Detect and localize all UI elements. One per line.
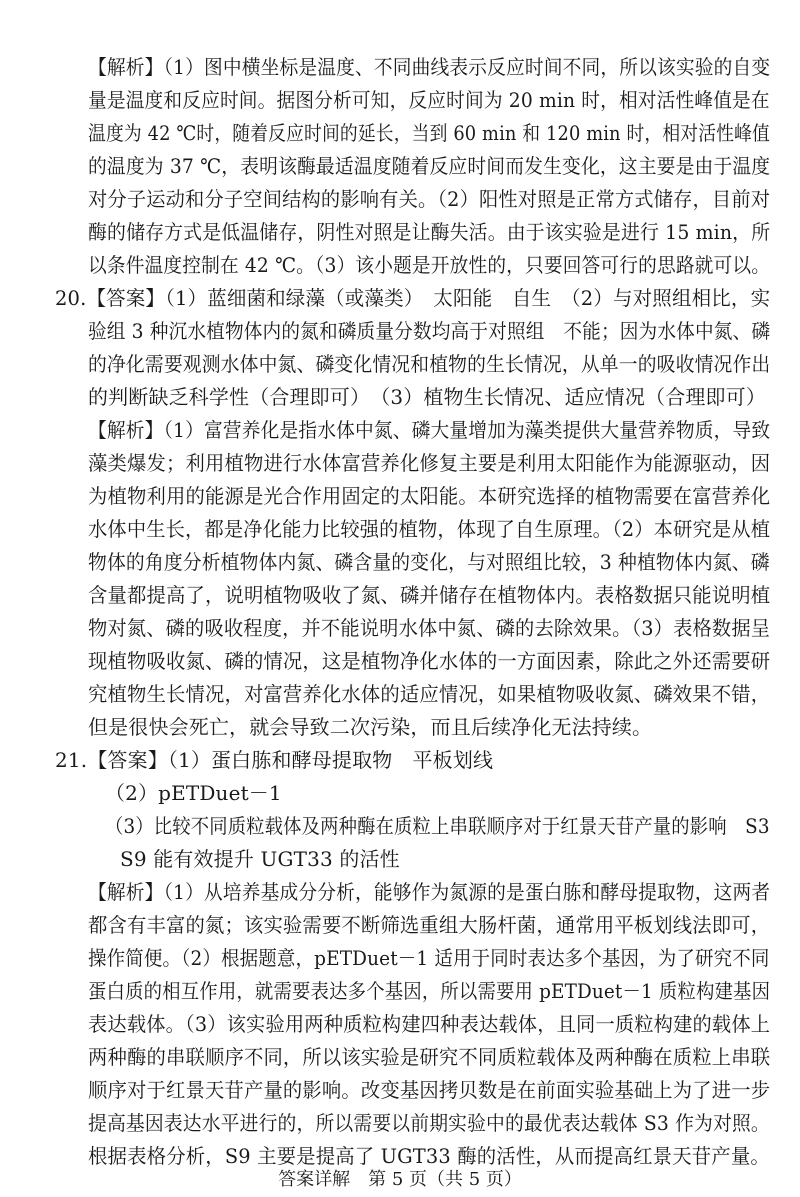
text-line: 酶的储存方式是低温储存，阴性对照是让酶失活。由于该实验是进行 15 min，所 — [88, 220, 771, 244]
text-line: 但是很快会死亡，就会导致二次污染，而且后续净化无法持续。 — [88, 715, 653, 739]
text-line: 顺序对于红景天苷产量的影响。改变基因拷贝数是在前面实验基础上为了进一步 — [88, 1078, 771, 1102]
text-line: 的净化需要观测水体中氮、磷变化情况和植物的生长情况，从单一的吸收情况作出 — [88, 352, 771, 376]
text-line: 水体中生长，都是净化能力比较强的植物，体现了自生原理。（2）本研究是从植 — [88, 517, 771, 541]
text-line: 根据表格分析，S9 主要是提高了 UGT33 酶的活性，从而提高红景天苷产量。 — [88, 1144, 770, 1168]
text-line: 的判断缺乏科学性（合理即可） （3）植物生长情况、适应情况（合理即可） — [88, 385, 766, 409]
text-line: 对分子运动和分子空间结构的影响有关。（2）阳性对照是正常方式储存，目前对 — [88, 187, 771, 211]
question-20-answer-heading: 20.【答案】（1）蓝细菌和绿藻（或藻类） 太阳能 自生 （2）与对照组相比，实 — [55, 286, 771, 310]
text-line: S9 能有效提升 UGT33 的活性 — [120, 847, 400, 871]
text-line: 提高基因表达水平进行的，所以需要以前期实验中的最优表达载体 S3 作为对照。 — [88, 1111, 770, 1135]
text-line: 表达载体。（3）该实验用两种质粒构建四种表达载体，且同一质粒构建的载体上 — [88, 1012, 771, 1036]
page-footer: 答案详解 第 5 页（共 5 页） — [278, 1169, 522, 1190]
text-line: 量是温度和反应时间。据图分析可知，反应时间为 20 min 时，相对活性峰值是在 — [88, 88, 770, 112]
text-line: 蛋白质的相互作用，就需要表达多个基因，所以需要用 pETDuet－1 质粒构建基因 — [88, 979, 771, 1003]
text-line: 物对氮、磷的吸收程度，并不能说明水体中氮、磷的去除效果。（3）表格数据呈 — [88, 616, 771, 640]
text-line: （3）比较不同质粒载体及两种酶在质粒上串联顺序对于红景天苷产量的影响 S3 — [105, 814, 770, 838]
text-line: 的温度为 37 ℃，表明该酶最适温度随着反应时间而发生变化，这主要是由于温度 — [88, 154, 771, 178]
text-line: 藻类爆发；利用植物进行水体富营养化修复主要是利用太阳能作为能源驱动，因 — [88, 451, 771, 475]
text-line: （2）pETDuet－1 — [105, 781, 282, 805]
text-line: 为植物利用的能源是光合作用固定的太阳能。本研究选择的植物需要在富营养化 — [88, 484, 771, 508]
text-line: 验组 3 种沉水植物体内的氮和磷质量分数均高于对照组 不能；因为水体中氮、磷 — [88, 319, 771, 343]
question-21-answer-heading: 21.【答案】（1）蛋白胨和酵母提取物 平板划线 — [55, 748, 494, 772]
text-line: 含量都提高了，说明植物吸收了氮、磷并储存在植物体内。表格数据只能说明植 — [88, 583, 771, 607]
text-line: 两种酶的串联顺序不同，所以该实验是研究不同质粒载体及两种酶在质粒上串联 — [88, 1045, 771, 1069]
text-line: 现植物吸收氮、磷的情况，这是植物净化水体的一方面因素，除此之外还需要研 — [88, 649, 771, 673]
text-line: 温度为 42 ℃时，随着反应时间的延长，当到 60 min 和 120 min 时，相对活性峰值 — [88, 121, 770, 145]
text-line: 操作简便。（2）根据题意，pETDuet－1 适用于同时表达多个基因，为了研究不同 — [88, 946, 770, 970]
text-line: 究植物生长情况，对富营养化水体的适应情况，如果植物吸收氮、磷效果不错， — [88, 682, 771, 706]
text-line: 都含有丰富的氮；该实验需要不断筛选重组大肠杆菌，通常用平板划线法即可， — [88, 913, 771, 937]
text-line: 【解析】（1）从培养基成分分析，能够作为氮源的是蛋白胨和酵母提取物，这两者 — [88, 880, 771, 904]
text-line: 【解析】（1）图中横坐标是温度、不同曲线表示反应时间不同，所以该实验的自变 — [88, 55, 771, 79]
text-line: 以条件温度控制在 42 ℃。（3）该小题是开放性的，只要回答可行的思路就可以。 — [88, 253, 771, 277]
text-line: 物体的角度分析植物体内氮、磷含量的变化，与对照组比较，3 种植物体内氮、磷 — [88, 550, 770, 574]
text-line: 【解析】（1）富营养化是指水体中氮、磷大量增加为藻类提供大量营养物质，导致 — [88, 418, 771, 442]
